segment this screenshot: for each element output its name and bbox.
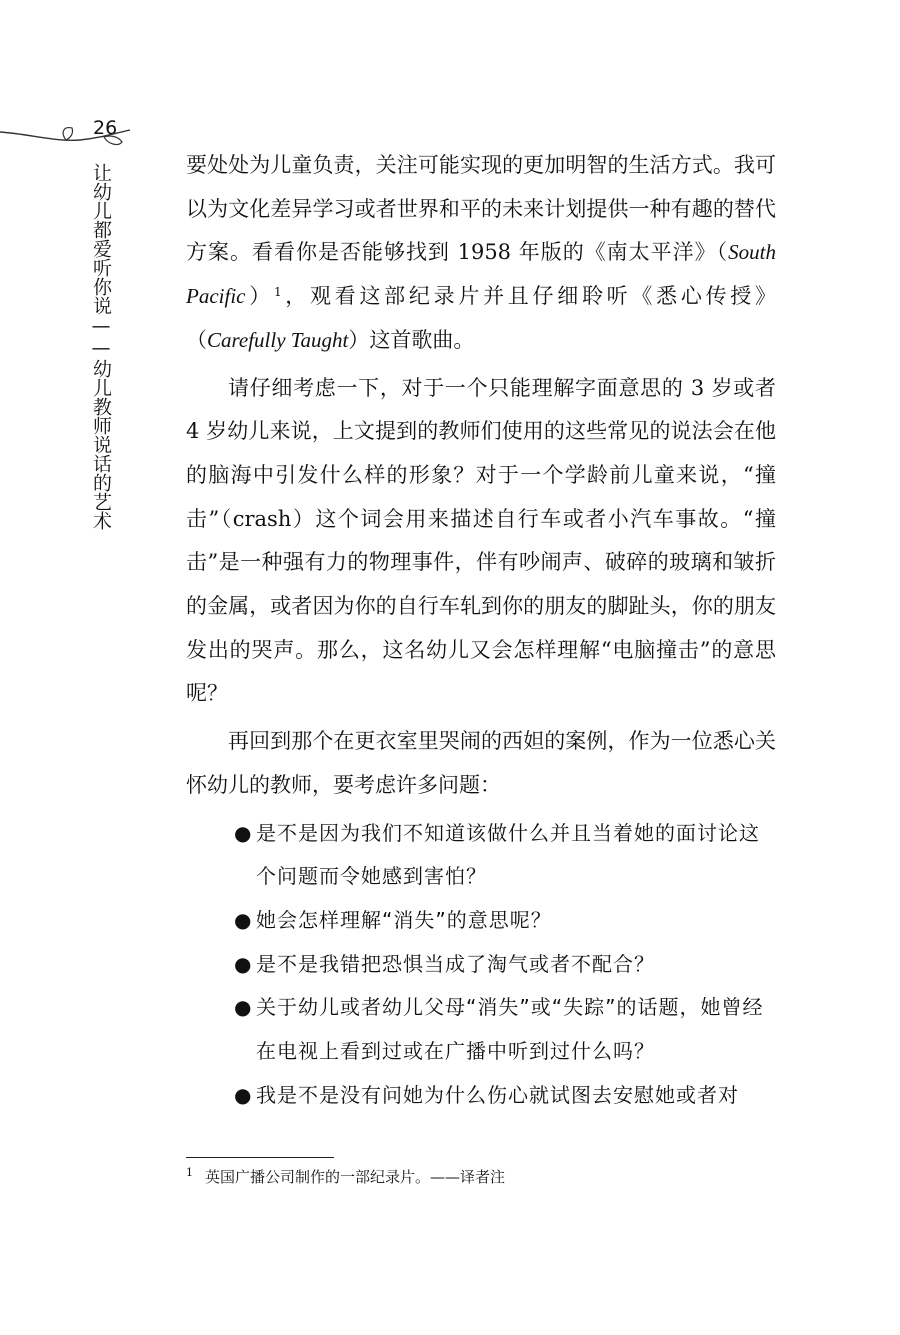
list-item-text: 她会怎样理解“消失”的意思呢？ [256,907,552,932]
bullet-icon: ● [234,907,253,932]
list-item-text: 是不是因为我们不知道该做什么并且当着她的面讨论这个问题而令她感到害怕？ [256,820,760,889]
para1-end: ）这首歌曲。 [348,327,475,352]
footnote-divider [186,1157,334,1158]
list-item [186,1074,776,1118]
footnote-text: 英国广播公司制作的一部纪录片。——译者注 [205,1168,506,1186]
footnote [186,1166,505,1187]
page-number: 26 [93,117,118,139]
bullet-icon: ● [234,995,253,1020]
question-list [186,812,776,1118]
para1-mid1: ） [245,284,274,309]
list-item [186,899,776,943]
bullet-icon: ● [234,820,253,845]
list-item-text: 是不是我错把恐惧当成了淘气或者不配合？ [256,951,655,976]
paragraph-1 [186,144,776,363]
list-item-text: 我是不是没有问她为什么伤心就试图去安慰她或者对 [256,1082,739,1107]
list-item-text: 关于幼儿或者幼儿父母“消失”或“失踪”的话题，她曾经在电视上看到过或在广播中听到过什么吗？ [256,995,764,1064]
paragraph-2: 请仔细考虑一下，对于一个只能理解字面意思的 3 岁或者 4 岁幼儿来说，上文提到的教师们使用的这些常见的说法会在他的脑海中引发什么样的形象？对于一个学龄前儿童来说，“撞击”（crash）这个词会用来描述自行车或者小汽车事故。“撞击”是一种强有力的物理事件，伴有吵闹声、破碎的玻璃和皱折的金属，或者因为你的自行车轧到你的朋友的脚趾头，你的朋友发出的哭声。那么，这名幼儿又会怎样理解“电脑撞击”的意思呢？ [186,375,776,706]
list-item [186,812,776,899]
footnote-mark: 1 [186,1166,193,1179]
para1-mid2: ，观看这部纪录片并且仔细聆听《悉心传授》（ [186,284,777,352]
book-title-vertical: 让幼儿都爱听你说——幼儿教师说话的艺术 [90,163,112,530]
list-item [186,943,776,987]
bullet-icon: ● [234,951,253,976]
bullet-icon: ● [234,1082,253,1107]
footnote-ref: 1 [273,285,282,300]
main-text [186,144,776,1117]
vine-ornament-icon [0,120,140,160]
para1-start: 要处处为儿童负责，关注可能实现的更加明智的生活方式。我可以为文化差异学习或者世界和平的未来计划提供一种有趣的替代方案。看看你是否能够找到 1958 年版的《南太平洋》（ [186,153,776,265]
title-carefully-taught: Carefully Taught [207,327,349,352]
title-south-pacific: South Pacific [186,240,776,309]
paragraph-3: 再回到那个在更衣室里哭闹的西妲的案例，作为一位悉心关怀幼儿的教师，要考虑许多问题： [186,729,776,797]
list-item [186,986,776,1073]
